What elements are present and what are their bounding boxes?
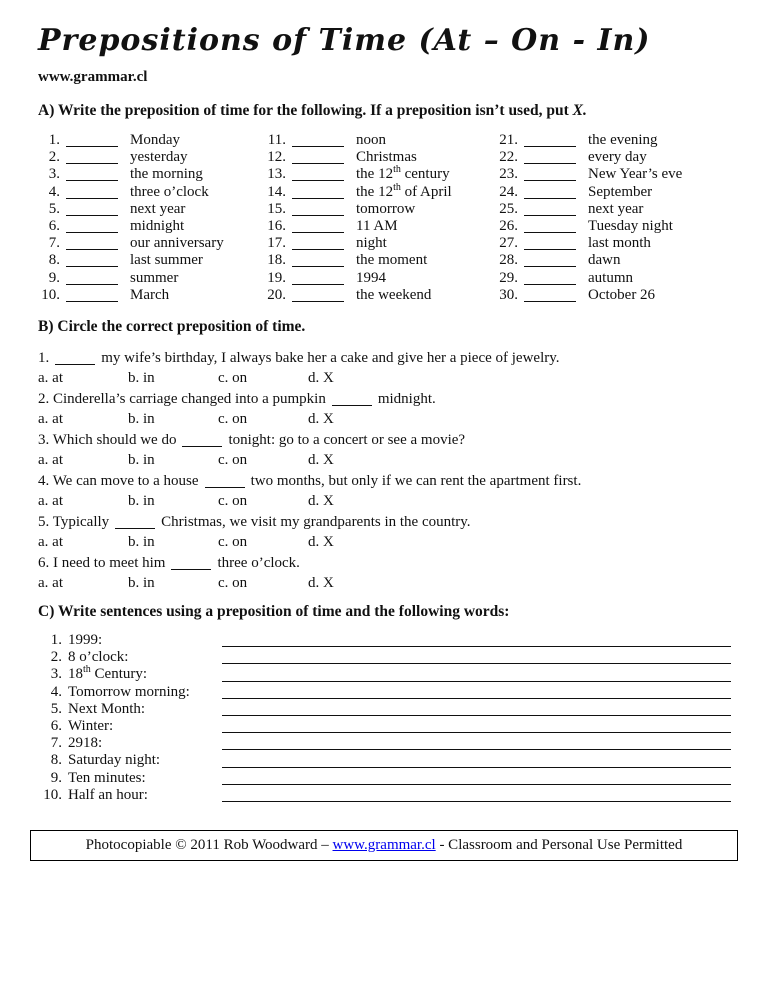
option-label: a. at — [38, 370, 63, 387]
question-block — [38, 389, 731, 429]
options-row — [38, 409, 731, 429]
answer-blank — [171, 558, 211, 570]
exercise-item — [264, 270, 496, 287]
item-number: 20. — [267, 286, 286, 303]
item-word — [356, 201, 415, 217]
website-text: www.grammar.cl — [38, 69, 148, 85]
answer-blank — [115, 517, 155, 529]
answer-blank — [66, 169, 118, 181]
sentence-prompt — [38, 701, 222, 718]
answer-blank — [66, 290, 118, 302]
item-word — [356, 270, 386, 286]
question-block — [38, 430, 731, 470]
answer-blank — [182, 435, 222, 447]
item-word-text: last month — [588, 235, 651, 252]
item-word — [588, 201, 643, 217]
section-a-columns — [38, 132, 731, 304]
sentence-prompt — [38, 787, 222, 804]
footer-box — [30, 830, 738, 861]
item-number: 27. — [499, 235, 518, 252]
exercise-item — [38, 132, 264, 149]
item-word — [588, 218, 673, 234]
item-number: 2. — [50, 649, 62, 666]
writing-line — [222, 666, 731, 683]
exercise-item — [264, 201, 496, 218]
item-number: 24. — [499, 183, 518, 200]
question-text — [38, 553, 731, 573]
question-text-after: two months, but only if we can rent the apartment first. — [250, 473, 582, 490]
option-label: b. in — [128, 575, 155, 592]
item-word — [356, 252, 427, 268]
exercise-item — [496, 201, 731, 218]
answer-blank — [66, 152, 118, 164]
item-number: 29. — [499, 269, 518, 286]
item-number: 12. — [267, 149, 286, 166]
item-number: 4. — [48, 183, 60, 200]
exercise-item — [264, 218, 496, 235]
item-word — [356, 149, 417, 165]
item-word — [356, 181, 452, 200]
ordinal-superscript: th — [83, 664, 91, 676]
item-number: 9. — [50, 769, 62, 786]
sentence-item — [38, 735, 731, 752]
sentence-prompt — [38, 735, 222, 752]
item-word-text: the weekend — [356, 286, 432, 303]
question-text-after: Christmas, we visit my grandparents in the country. — [161, 514, 471, 531]
section-a-heading-text: A) Write the preposition of time for the following. If a preposition isn’t used, put — [38, 102, 573, 119]
question-text-before: 5. Typically — [38, 514, 110, 531]
option-label: a. at — [38, 452, 63, 469]
answer-blank — [66, 255, 118, 267]
sentence-item — [38, 752, 731, 769]
exercise-item — [38, 252, 264, 269]
sentence-item — [38, 632, 731, 649]
item-number: 22. — [499, 149, 518, 166]
item-number: 10. — [43, 786, 62, 803]
prompt-text: Tomorrow morning: — [68, 683, 190, 700]
question-text — [38, 348, 731, 368]
answer-blank — [66, 135, 118, 147]
prompt-text: Half an hour: — [68, 786, 148, 803]
question-text-before: 1. — [38, 350, 50, 367]
answer-blank — [524, 135, 576, 147]
exercise-item — [264, 166, 496, 183]
sentence-item — [38, 666, 731, 683]
question-text-after: tonight: go to a concert or see a movie? — [228, 432, 466, 449]
answer-blank — [292, 169, 344, 181]
answer-blank — [66, 221, 118, 233]
item-number: 2. — [48, 149, 60, 166]
answer-blank — [332, 394, 372, 406]
sentence-prompt — [38, 684, 222, 701]
writing-line — [222, 752, 731, 769]
option-label: a. at — [38, 575, 63, 592]
item-word-text: New Year’s eve — [588, 166, 683, 183]
ordinal-superscript: th — [393, 181, 401, 193]
item-word-text: next year — [588, 200, 644, 217]
item-word-text: dawn — [588, 252, 621, 269]
item-number: 8. — [50, 752, 62, 769]
question-text-before: 3. Which should we do — [38, 432, 177, 449]
answer-blank — [292, 221, 344, 233]
exercise-item — [264, 235, 496, 252]
item-word-text: the moment — [356, 252, 428, 269]
options-row — [38, 532, 731, 552]
section-b-heading: B) Circle the correct preposition of time. — [38, 318, 306, 336]
item-word-text: September — [588, 183, 653, 200]
exercise-item — [496, 132, 731, 149]
item-number: 9. — [48, 269, 60, 286]
prompt-text: Ten minutes: — [68, 769, 146, 786]
item-number: 16. — [267, 218, 286, 235]
item-number: 7. — [48, 235, 60, 252]
sentence-item — [38, 649, 731, 666]
section-a-column — [38, 132, 264, 304]
section-c-heading: C) Write sentences using a preposition of time and the following words: — [38, 603, 510, 621]
item-word — [588, 149, 647, 165]
item-word — [588, 270, 633, 286]
exercise-item — [38, 166, 264, 183]
writing-line — [222, 787, 731, 804]
option-label: d. X — [308, 534, 334, 551]
option-label: c. on — [218, 534, 248, 551]
option-label: a. at — [38, 534, 63, 551]
exercise-item — [264, 287, 496, 304]
question-text-after: midnight. — [377, 391, 436, 408]
section-a-column — [496, 132, 731, 304]
item-number: 17. — [267, 235, 286, 252]
question-block — [38, 471, 731, 511]
item-word-text: three o’clock — [130, 183, 209, 200]
sentence-item — [38, 787, 731, 804]
options-row — [38, 368, 731, 388]
answer-blank — [292, 135, 344, 147]
exercise-item — [264, 181, 496, 201]
item-word-text: night — [356, 235, 387, 252]
answer-blank — [524, 273, 576, 285]
item-number: 28. — [499, 252, 518, 269]
item-word-text: the 12 — [356, 166, 394, 183]
item-word-text: 11 AM — [356, 218, 398, 235]
item-word — [588, 132, 658, 148]
section-b-questions — [38, 348, 731, 593]
question-text — [38, 430, 731, 450]
sentence-prompt — [38, 752, 222, 769]
answer-blank — [292, 152, 344, 164]
exercise-item — [496, 184, 731, 201]
option-label: b. in — [128, 411, 155, 428]
answer-blank — [66, 187, 118, 199]
item-word — [130, 201, 185, 217]
exercise-item — [496, 252, 731, 269]
option-label: d. X — [308, 493, 334, 510]
answer-blank — [524, 255, 576, 267]
answer-blank — [292, 255, 344, 267]
options-row — [38, 450, 731, 470]
item-number: 5. — [50, 700, 62, 717]
item-word — [130, 132, 180, 148]
footer-link[interactable]: www.grammar.cl — [332, 837, 436, 854]
item-word-text: 1994 — [356, 269, 386, 286]
answer-blank — [524, 290, 576, 302]
exercise-item — [496, 166, 731, 183]
item-word — [130, 252, 203, 268]
sentence-item — [38, 718, 731, 735]
item-number: 13. — [267, 166, 286, 183]
item-word-text: tomorrow — [356, 200, 416, 217]
exercise-item — [38, 235, 264, 252]
answer-blank — [66, 204, 118, 216]
item-number: 6. — [48, 218, 60, 235]
item-number: 19. — [267, 269, 286, 286]
writing-line — [222, 770, 731, 787]
page-title: Prepositions of Time (At – On - In) — [38, 23, 651, 58]
answer-blank — [292, 238, 344, 250]
option-label: c. on — [218, 452, 248, 469]
exercise-item — [496, 287, 731, 304]
item-number: 1. — [50, 632, 62, 649]
item-word — [130, 287, 169, 303]
sentence-prompt — [38, 632, 222, 649]
question-text — [38, 471, 731, 491]
item-word-text: midnight — [130, 218, 185, 235]
item-word-text: every day — [588, 149, 647, 166]
item-number: 6. — [50, 718, 62, 735]
answer-blank — [524, 152, 576, 164]
question-block — [38, 512, 731, 552]
item-number: 5. — [48, 200, 60, 217]
section-a-heading — [38, 103, 731, 119]
option-label: d. X — [308, 452, 334, 469]
question-text-before: 2. Cinderella’s carriage changed into a pumpkin — [38, 391, 326, 408]
footer-text-before: Photocopiable © 2011 Rob Woodward – — [85, 837, 333, 854]
sentence-prompt — [38, 666, 222, 683]
option-label: c. on — [218, 411, 248, 428]
item-number: 8. — [48, 252, 60, 269]
question-text-after: three o’clock. — [217, 555, 300, 572]
item-word — [356, 235, 387, 251]
item-number: 26. — [499, 218, 518, 235]
item-number: 14. — [267, 183, 286, 200]
answer-blank — [66, 238, 118, 250]
question-text — [38, 389, 731, 409]
item-word — [588, 184, 652, 200]
answer-blank — [292, 204, 344, 216]
item-number: 11. — [267, 132, 286, 148]
item-word-text: Christmas — [356, 149, 417, 166]
question-block — [38, 553, 731, 593]
exercise-item — [38, 287, 264, 304]
item-word-text: summer — [130, 269, 179, 286]
sentence-prompt — [38, 718, 222, 735]
question-text-before: 6. I need to meet him — [38, 555, 166, 572]
section-c-list — [38, 632, 731, 804]
section-a-heading-italic: X. — [572, 102, 587, 119]
item-word-text-after: of April — [400, 183, 452, 200]
answer-blank — [524, 169, 576, 181]
item-word — [356, 218, 398, 234]
option-label: d. X — [308, 575, 334, 592]
item-word-text: autumn — [588, 269, 633, 286]
prompt-text: 2918: — [68, 735, 103, 752]
item-number: 25. — [499, 200, 518, 217]
item-word — [356, 132, 386, 148]
prompt-text: 1999: — [68, 632, 103, 649]
exercise-item — [496, 235, 731, 252]
option-label: b. in — [128, 534, 155, 551]
option-label: b. in — [128, 452, 155, 469]
option-label: a. at — [38, 411, 63, 428]
item-word — [588, 166, 682, 182]
item-word-text: the evening — [588, 132, 658, 148]
answer-blank — [55, 353, 95, 365]
exercise-item — [38, 201, 264, 218]
writing-line — [222, 632, 731, 649]
prompt-text: Winter: — [68, 718, 114, 735]
options-row — [38, 491, 731, 511]
answer-blank — [524, 221, 576, 233]
prompt-text: 18 — [68, 666, 83, 683]
writing-line — [222, 735, 731, 752]
item-word — [130, 270, 178, 286]
exercise-item — [264, 149, 496, 166]
option-label: c. on — [218, 493, 248, 510]
item-word-text: yesterday — [130, 149, 188, 166]
item-word-text: noon — [356, 132, 386, 148]
answer-blank — [292, 290, 344, 302]
item-word-text: Tuesday night — [588, 218, 673, 235]
option-label: b. in — [128, 370, 155, 387]
writing-line — [222, 718, 731, 735]
writing-line — [222, 684, 731, 701]
item-number: 23. — [499, 166, 518, 183]
item-word — [130, 235, 224, 251]
prompt-text-after: Century: — [90, 666, 148, 683]
answer-blank — [292, 187, 344, 199]
answer-blank — [66, 273, 118, 285]
exercise-item — [38, 184, 264, 201]
item-number: 18. — [267, 252, 286, 269]
answer-blank — [524, 187, 576, 199]
item-word — [130, 218, 184, 234]
prompt-text: 8 o’clock: — [68, 649, 129, 666]
item-number: 15. — [267, 200, 286, 217]
item-word — [356, 287, 431, 303]
item-number: 30. — [499, 286, 518, 303]
item-word-text: the morning — [130, 166, 203, 183]
item-word — [356, 166, 450, 182]
exercise-item — [264, 132, 496, 149]
item-word-text: March — [130, 286, 170, 303]
item-number: 3. — [48, 166, 60, 183]
writing-line — [222, 649, 731, 666]
sentence-item — [38, 684, 731, 701]
item-word — [588, 235, 651, 251]
options-row — [38, 573, 731, 593]
answer-blank — [524, 204, 576, 216]
writing-line — [222, 701, 731, 718]
sentence-item — [38, 770, 731, 787]
question-text-after: my wife’s birthday, I always bake her a cake and give her a piece of jewelry. — [101, 350, 560, 367]
item-number: 4. — [50, 683, 62, 700]
option-label: c. on — [218, 575, 248, 592]
item-word-text: Monday — [130, 132, 180, 148]
exercise-item — [496, 270, 731, 287]
item-number: 21. — [499, 132, 518, 148]
exercise-item — [496, 218, 731, 235]
exercise-item — [38, 270, 264, 287]
option-label: a. at — [38, 493, 63, 510]
item-number: 7. — [50, 735, 62, 752]
prompt-text: Next Month: — [68, 700, 146, 717]
item-number: 10. — [41, 286, 60, 303]
answer-blank — [205, 476, 245, 488]
question-block — [38, 348, 731, 388]
item-number: 3. — [50, 666, 62, 683]
item-word — [130, 149, 187, 165]
option-label: c. on — [218, 370, 248, 387]
sentence-prompt — [38, 770, 222, 787]
item-number: 1. — [48, 132, 60, 148]
item-word — [588, 252, 621, 268]
sentence-item — [38, 701, 731, 718]
ordinal-superscript: th — [393, 164, 401, 176]
option-label: b. in — [128, 493, 155, 510]
question-text — [38, 512, 731, 532]
section-a-column — [264, 132, 496, 304]
item-word-text: last summer — [130, 252, 203, 269]
prompt-text: Saturday night: — [68, 752, 161, 769]
option-label: d. X — [308, 411, 334, 428]
question-text-before: 4. We can move to a house — [38, 473, 199, 490]
exercise-item — [38, 149, 264, 166]
item-word — [130, 184, 209, 200]
answer-blank — [524, 238, 576, 250]
sentence-prompt — [38, 649, 222, 666]
item-word — [130, 166, 203, 182]
item-word-text: October 26 — [588, 286, 656, 303]
option-label: d. X — [308, 370, 334, 387]
footer-text-after: - Classroom and Personal Use Permitted — [435, 837, 683, 854]
exercise-item — [264, 252, 496, 269]
exercise-item — [38, 218, 264, 235]
item-word-text: next year — [130, 200, 186, 217]
item-word — [588, 287, 655, 303]
item-word-text: our anniversary — [130, 235, 224, 252]
item-word-text-after: century — [400, 166, 450, 183]
answer-blank — [292, 273, 344, 285]
exercise-item — [496, 149, 731, 166]
item-word-text: the 12 — [356, 183, 394, 200]
